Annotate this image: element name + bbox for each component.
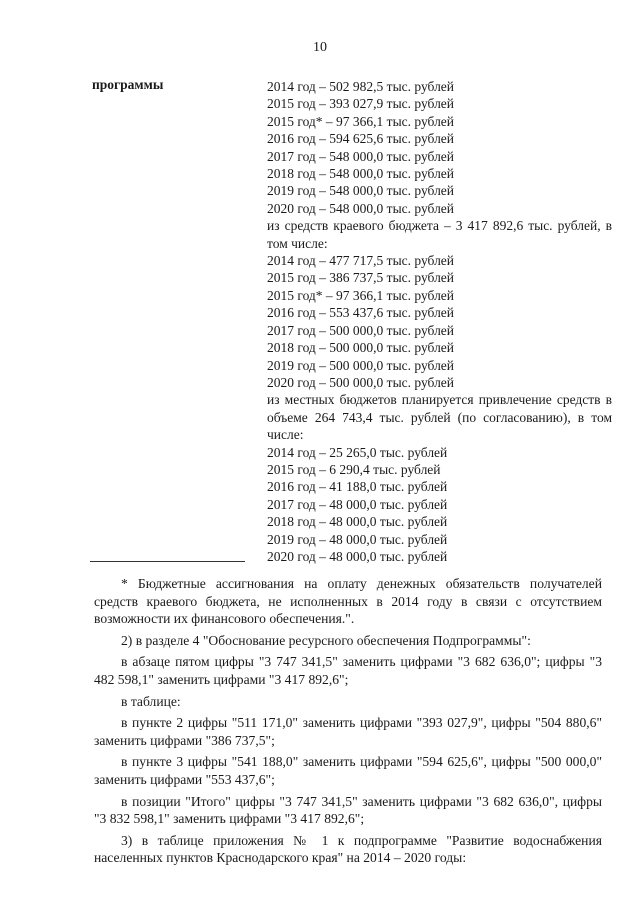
row-label: программы: [92, 77, 164, 92]
local-budget-text: из местных бюджетов планируется привлечение средств в объеме 264 743,4 тыс. рублей (по согласованию), в том числе:: [267, 392, 612, 443]
amendment-total: в позиции "Итого" цифры "3 747 341,5" заменить цифрами "3 682 636,0", цифры "3 832 598,1" заменить цифрами "3 417 892,6";: [94, 793, 602, 827]
funding-line: 2017 год – 548 000,0 тыс. рублей: [267, 148, 455, 164]
funding-line: 2020 год – 500 000,0 тыс. рублей: [267, 374, 455, 390]
funding-line: 2018 год – 48 000,0 тыс. рублей: [267, 514, 448, 530]
funding-line: 2019 год – 48 000,0 тыс. рублей: [267, 531, 448, 547]
regional-budget-text: из средств краевого бюджета – 3 417 892,6 тыс. рублей, в том числе:: [267, 218, 612, 251]
funding-line: 2016 год – 553 437,6 тыс. рублей: [267, 305, 455, 321]
funding-line: 2015 год – 393 027,9 тыс. рублей: [267, 96, 455, 112]
funding-line: 2015 год* – 97 366,1 тыс. рублей: [267, 113, 455, 129]
amendment-point-2: в пункте 2 цифры "511 171,0" заменить цифрами "393 027,9", цифры "504 880,6" заменить цифрами "386 737,5";: [94, 715, 602, 748]
funding-line: 2020 год – 48 000,0 тыс. рублей: [267, 548, 448, 564]
funding-line: 2018 год – 500 000,0 тыс. рублей: [267, 340, 455, 356]
footnote-text: * Бюджетные ассигнования на оплату денежных обязательств получателей средств краевого бюджета, не исполненных в 2014 году в связи с отсутствием возможности их финансового обеспечения.".: [94, 576, 602, 627]
amendment-in-table: в таблице:: [121, 693, 181, 709]
funding-line: 2019 год – 500 000,0 тыс. рублей: [267, 357, 455, 373]
funding-line: 2018 год – 548 000,0 тыс. рублей: [267, 166, 455, 182]
funding-line: 2015 год – 386 737,5 тыс. рублей: [267, 270, 455, 286]
funding-line: 2014 год – 25 265,0 тыс. рублей: [267, 444, 448, 460]
funding-line: 2016 год – 41 188,0 тыс. рублей: [267, 479, 448, 495]
amendment-point-3: в пункте 3 цифры "541 188,0" заменить цифрами "594 625,6", цифры "500 000,0" заменить цифрами "553 437,6";: [94, 754, 602, 787]
funding-line: 2020 год – 548 000,0 тыс. рублей: [267, 200, 455, 216]
amendment-paragraph-5: в абзаце пятом цифры "3 747 341,5" заменить цифрами "3 682 636,0"; цифры "3 482 598,1" заменить цифрами "3 417 892,6";: [94, 654, 602, 687]
funding-line: 2015 год – 6 290,4 тыс. рублей: [267, 461, 441, 477]
funding-line: 2019 год – 548 000,0 тыс. рублей: [267, 183, 455, 199]
funding-line: 2014 год – 477 717,5 тыс. рублей: [267, 253, 455, 269]
funding-column: [267, 78, 612, 565]
footnote-divider: [90, 561, 245, 562]
page-number: 10: [313, 40, 327, 55]
funding-line: 2017 год – 500 000,0 тыс. рублей: [267, 322, 455, 338]
amendment-item-2: 2) в разделе 4 "Обоснование ресурсного обеспечения Подпрограммы":: [121, 632, 531, 648]
document-body: [94, 575, 602, 871]
funding-line: 2017 год – 48 000,0 тыс. рублей: [267, 496, 448, 512]
funding-line: 2016 год – 594 625,6 тыс. рублей: [267, 131, 455, 147]
funding-line: 2014 год – 502 982,5 тыс. рублей: [267, 79, 455, 94]
amendment-item-3: 3) в таблице приложения № 1 к подпрограмме "Развитие водоснабжения населенных пунктов Краснодарского края" на 2014 – 2020 годы:: [94, 832, 602, 866]
funding-line: 2015 год* – 97 366,1 тыс. рублей: [267, 287, 455, 303]
